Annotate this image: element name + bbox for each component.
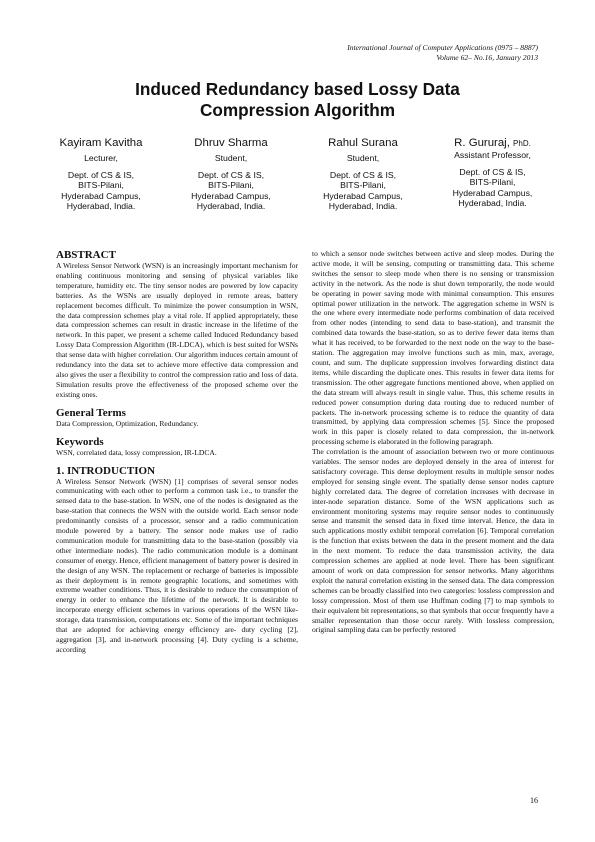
author-block bbox=[45, 137, 157, 212]
right-column bbox=[312, 249, 554, 635]
author-name: Kayiram Kavitha bbox=[59, 137, 143, 149]
paper-title-line-2: Compression Algorithm bbox=[199, 100, 396, 120]
author-role: Assistant Professor, bbox=[454, 150, 531, 160]
author-block bbox=[175, 137, 287, 212]
keywords-heading: Keywords bbox=[56, 435, 104, 448]
author-affiliation: Hyderabad, India. bbox=[196, 201, 266, 212]
author-affiliation: BITS-Pilani, bbox=[208, 180, 254, 191]
author-name: Rahul Surana bbox=[328, 137, 398, 149]
paper-title bbox=[0, 79, 595, 121]
author-affiliation: Hyderabad Campus, bbox=[452, 187, 533, 198]
introduction-text: A Wireless Sensor Network (WSN) [1] comprises of several sensor nodes communicating with each other to perform a common task i.e., to transfer the sensed data to the base-station. In WSN, one of the nodes is designated as the base-station that connects the WSN with the outside world. Each sensor node predominantly consists of a processor, sensor and a radio communication module powered by a battery. The sensor node makes use of radio communication module for transmitting data to the base-station (possibly via other intermediate nodes). The radio communication module is a dominant consumer of energy. Hence, efficient management of battery power is desired in the design of any WSN. The replacement or recharge of batteries is impossible as their deployment is in remote geographic locations, and sometimes with extreme weather conditions. Thus, it is desirable to reduce the consumption of energy in order to enhance the lifetime of the network. It is desirable to incorporate energy efficient schemes in various operations of the WSN like-storage, data transmission, computations etc. Some of the important techniques that are adopted for achieving energy efficiency are- duty cycling [2], aggregation [3], and in-network processing [4]. Duty cycling is a scheme, according bbox=[56, 476, 298, 654]
paper-title-line-1: Induced Redundancy based Lossy Data bbox=[135, 79, 460, 99]
body-paragraph: The correlation is the amount of association between two or more continuous variables. The sensor nodes are deployed densely in the area of interest for satisfactory coverage. This dense deployment results in multiple sensor nodes employed for sensing single event. The spatially dense sensor nodes capture highly correlated data. The degree of correlation increases with decrease in inter-node separation distance. Some of the WSN applications such as environment monitoring systems may require sensor nodes to continuously sense and transmit the sensed data in fixed time interval. Hence, the data in such applications mostly exhibit temporal correlation [6]. Temporal correlation is the function that exists between the data in the present moment and the data in the next moment. To reduce the data transmission activity, the data compression schemes are applied at node level. There has been significant amount of work on data compression for sensor networks. Many algorithms exploit the natural correlation existing in the sensed data. The data compression schemes can be broadly classified into two categories: lossless compression and lossy compression. Most of them use Huffman coding [7] to map symbols to their equivalent bit representations, so that symbols that occur frequently have a smaller representation than those occur rarely. With lossless compression, original sampling data can be perfectly restored bbox=[312, 447, 554, 635]
author-affiliation: BITS-Pilani, bbox=[78, 180, 124, 191]
author-affiliation: BITS-Pilani, bbox=[340, 180, 386, 191]
author-affiliation: Hyderabad, India. bbox=[458, 198, 527, 209]
author-affiliation: Dept. of CS & IS, bbox=[459, 166, 526, 177]
left-column bbox=[56, 249, 298, 655]
author-affiliation: Hyderabad Campus, bbox=[323, 190, 403, 201]
abstract-text: A Wireless Sensor Network (WSN) is an increasingly important mechanism for enabling continuous monitoring and sensing of physical variables like temperature, humidity etc. The tiny sensor nodes are powered by low capacity batteries. As the WSNs are usually deployed in remote areas, battery replacement becomes difficult. To minimize the power consumption in WSN, the data compression schemes play a vital role. If applied appropriately, these data compression schemes can result in drastic increase in the lifetime of the network. In this paper, we present a scheme called Induced Redundancy based Lossy Data Compression Algorithm (IR-LDCA), which is best suited for WSNs that sense data with higher correlation. Our algorithm induces certain amount of redundancy into the data set to achieve more effective data compression and also gives the user a flexibility to control the compression ratio and loss of data. Simulation results prove the effectiveness of the proposed scheme over the existing ones. bbox=[56, 261, 298, 399]
spacer bbox=[56, 458, 298, 465]
author-affiliation: Dept. of CS & IS, bbox=[197, 169, 265, 180]
journal-name: International Journal of Computer Applications (0975 – 8887) bbox=[347, 43, 538, 52]
author-affiliation: BITS-Pilani, bbox=[469, 177, 516, 188]
author-affiliation: Dept. of CS & IS, bbox=[329, 169, 397, 180]
author-affiliation: Hyderabad Campus, bbox=[61, 190, 141, 201]
spacer bbox=[56, 400, 298, 407]
author-name: R. Gururaj, PhD. bbox=[454, 137, 531, 149]
author-block bbox=[435, 137, 550, 209]
author-degree: PhD. bbox=[513, 139, 531, 148]
author-name: Dhruv Sharma bbox=[194, 137, 268, 149]
page-number: 16 bbox=[530, 796, 538, 805]
journal-header bbox=[347, 43, 538, 63]
author-role: Lecturer, bbox=[84, 153, 118, 163]
author-block bbox=[307, 137, 419, 212]
author-affiliation: Hyderabad, India. bbox=[328, 201, 398, 212]
abstract-heading: ABSTRACT bbox=[56, 249, 116, 261]
introduction-heading: 1. INTRODUCTION bbox=[56, 464, 156, 477]
author-affiliation: Dept. of CS & IS, bbox=[67, 169, 135, 180]
body-paragraph: to which a sensor node switches between active and sleep modes. During the active mode, it will be sensing, computing or transmitting data. This scheme switches the sensor to sleep mode when there is no sensing or transmission activity in the network. As the node is shut down temporarily, the node would be operating in power saving mode with minimal consumption. This ensures optimal power utilization in the network. The aggregation scheme in WSN is the one where every intermediate node performs combination of data received from other nodes (intending to send data to base-station), and transmit the combined data towards the base-station, so as to derive fewer data items than what it has received, to be forwarded to the next node on the way to the base-station. The aggregation may involve functions such as min, max, average, count, and sum. The duplicate suppression involves forwarding distinct data items, while discarding the duplicate ones. This results in fewer data items for transmission. The other aggregate functions mentioned above, when applied on the data stream will always result in single value. Thus, this scheme results in reduced power consumption during data routing due to reduced number of packets. The in-network processing scheme is to reduce the quantity of data transmitted, by applying data compression schemes [5]. Since the proposed work in this paper is closely related to data compression, the in-network processing scheme is elaborated in the following paragraph. bbox=[312, 249, 554, 447]
keywords-text: WSN, correlated data, lossy compression, IR-LDCA. bbox=[56, 447, 217, 457]
author-affiliation: Hyderabad Campus, bbox=[191, 190, 271, 201]
general-terms-heading: General Terms bbox=[56, 406, 126, 419]
general-terms-text: Data Compression, Optimization, Redundancy. bbox=[56, 418, 199, 428]
journal-volume: Volume 62– No.16, January 2013 bbox=[436, 53, 538, 62]
author-role: Student, bbox=[346, 153, 380, 163]
author-affiliation: Hyderabad, India. bbox=[66, 201, 136, 212]
author-role: Student, bbox=[214, 153, 248, 163]
spacer bbox=[56, 429, 298, 436]
